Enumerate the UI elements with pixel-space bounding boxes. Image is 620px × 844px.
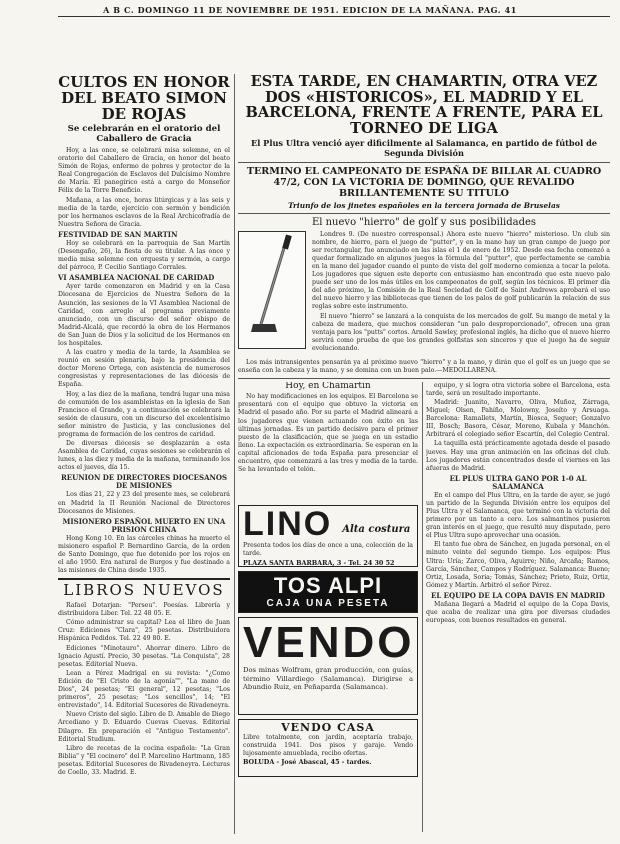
paragraph: Los días 21, 22 y 23 del presente mes, se celebrará en Madrid la II Reunión Nacional de Directores Diocesanos de Misiones. — [58, 491, 230, 515]
paragraph: A las cuatro y media de la tarde, la Asamblea se reunió en sesión plenaria, bajo la presidencia del doctor Moreno Ortega, con asistencia de numerosos congresistas y representaciones de las diócesis de España. — [58, 349, 230, 389]
paragraph: equipo, y si logra otra victoria sobre el Barcelona, esta tarde, será un resultado importante. — [426, 381, 610, 397]
subhead-misiones: REUNION DE DIRECTORES DIOCESANOS DE MISIONES — [60, 473, 228, 491]
ad-vendo — [238, 617, 418, 715]
subhead-cultos: Se celebrarán en el oratorio del Caballero de Gracia — [67, 124, 221, 144]
paragraph: Cómo administrar su capital? Lea el libro de Juan Cruz: Ediciones "Clara", 25 pesetas. Distribuidora Hispánica Pedidos. Tel. 22 49 80. E. — [58, 619, 230, 643]
column-divider — [422, 382, 423, 832]
article-cultos — [58, 147, 230, 575]
paragraph: Rafael Dotarjan: "Perseu". Poesías. Librería y distribuidora Liber. Tel. 22 48 05. E. — [58, 602, 230, 618]
ad-lino-text: Presenta todos los días de once a una, colección de la tarde. — [243, 542, 413, 558]
ad-lino-address: PLAZA SANTA BARBARA, 3 - Tel. 24 30 52 — [243, 559, 395, 568]
article-hoy — [238, 393, 418, 501]
ad-tosalpi-sub: CAJA UNA PESETA — [266, 598, 390, 610]
paragraph: La taquilla está prácticamente agotada desde el pasado jueves. Hay una gran animación en las oficinas del club. Los jugadores están concentrados desde el viernes en las afueras de Madrid. — [426, 440, 610, 472]
golf-block — [238, 231, 610, 377]
paragraph: Hoy, a las diez de la mañana, tendrá lugar una misa de comunión de los asambleístas en la iglesia de San Francisco el Grande, y a continuación se celebrará la sesión de clausura, con un discurso del excelentísimo señor ministro de Justicia, y las conclusiones del programa de formación de los centros de caridad. — [58, 390, 230, 438]
headline-hoy-chamartin: Hoy, en Chamartín — [285, 381, 371, 391]
ad-vendo-text: Dos minas Wolfram, gran producción, con guías, término Villardiego (Salamanca). Dirigirse a Abundio Ruiz, en Peñaparda (Salamanca). — [243, 666, 413, 692]
ad-vendo-word: VENDO — [243, 618, 415, 668]
middle-column — [238, 382, 418, 832]
subhead-asamblea: VI ASAMBLEA NACIONAL DE CARIDAD — [58, 273, 215, 283]
headline-cultos: CULTOS EN HONOR DEL BEATO SIMON DE ROJAS — [58, 74, 230, 123]
paragraph: Nuevo Cristo del siglo. Libro de D. Amable de Diego Arcediano y D. Eduardo Cuevas Cuevas. Editorial Dilagro. En preparación el "Antiguo Testamento". Editorial Studium. — [58, 711, 230, 743]
lower-right — [238, 382, 610, 832]
ad-vendo-casa-address: BOLUDA - José Abascal, 45 - tardes. — [243, 758, 372, 767]
right-column — [426, 382, 610, 832]
paragraph: Lean a Pérez Madrigal en su revista: "¿Como Edición de "El Cristo de la agonía"", "La mano de Dios", 24 pesetas; "El general", 12 pesetas; "Los primeros", 25 pesetas; "Los sencillos", 14; "El entrevistado", 14. Editorial Sucesores de Rivadeneyra. — [58, 669, 230, 710]
headline-billar: TERMINO EL CAMPEONATO DE ESPAÑA DE BILLAR AL CUADRO 47/2, CON LA VICTORIA DE DOMINGO, QUE REVALIDO BRILLANTEMENTE SU TITULO — [246, 165, 602, 199]
paragraph: Mañana llegará a Madrid el equipo de la Copa Davis, que acaba de realizar una gira por diversas ciudades europeas, con buenos resultados en general. — [426, 600, 610, 625]
subhead-copa-davis: EL EQUIPO DE LA COPA DAVIS EN MADRID — [430, 590, 605, 600]
ad-lino — [238, 505, 418, 567]
column-divider — [234, 74, 235, 834]
ad-lino-tag: Alta costura — [342, 524, 411, 536]
section-rule — [58, 578, 230, 580]
paragraph: Libro de recetas de la cocina española: "La Gran Biblia" y "El cocinero" del P. Marcelino Hartmann, 185 pesetas. Editorial Sucesores de Rivadeneyra. Lecturas de Coello, 33. Madrid. E. — [58, 744, 230, 776]
paragraph: Ediciones "Minotauro". Ahorrar dinero. Libro de Ignacio Agustí. Precio, 30 pesetas. "La Conquista", 28 pesetas. Editorial Nueva. — [58, 644, 230, 668]
paragraph: Los más intransigentes pensarán ya al próximo nuevo "hierro" y a la mano, y dirán que el golf es un juego que se enseña con la cabeza y la mano, y se domina con un buen palo.—MEDOLLARENA. — [238, 358, 610, 374]
left-column — [58, 74, 230, 836]
section-rule — [238, 162, 610, 163]
article-libros — [58, 602, 230, 777]
paragraph: Londres 9. (De nuestro corresponsal.) Ahora este nuevo "hierro" misterioso. Un club sin nombre, de hierro, para el juego de "putter", y en la mano hay un gran campo de juego por ser rectangular, fue anunciado en las islas el 1 de enero de 1952. Desde esa fecha comenzó a quedar formalizado en algunos juegos la fórmula del "putter", que perfectamente se cambia en la mano del jugador cuando el punto de vista del golf moderno comienza a tocar la pelota. Los jugadores que siguen este deporte con entusiasmo han encontrado que este nuevo palo puede ser uno de los más útiles en los campeonatos de golf, según los técnicos. El primer día del año próximo, la Comisión de la Real Sociedad de Golf de Saint Andrews aprobará el uso del nuevo hierro y las bibliotecas que tienen de los palos de golf publicarán la relación de sus reglas sobre este instrumento. — [312, 230, 610, 311]
headline-golf: El nuevo "hierro" de golf y sus posibilidades — [311, 216, 537, 228]
ad-vendo-casa — [238, 719, 418, 777]
paragraph: Hoy, a las once, se celebrará misa solemne, en el oratorio del Caballero de Gracia, en honor del beato Simón de Rojas, enfermo de pobres y protector de la Real Congregación de Esclavos del Dulcísimo Nombre de María. El panegírico está a cargo de Monseñor Félix de la Torre Beneficio. — [58, 147, 230, 195]
paragraph: Ayer tarde comenzaron en Madrid y en la Casa Diocesana de Ejercicios de Nuestra Señora de la Asunción, las sesiones de la VI Asamblea Nacional de Caridad, con arreglo al programa previamente anunciado, con un discurso del señor obispo de Madrid-Alcalá, que recordó la obra de los Hermanos de San Juan de Dios y la solicitud de los Hermanos en los hospitales. — [58, 283, 230, 347]
ad-tosalpi — [238, 571, 418, 613]
paragraph: El nuevo "hierro" se lanzará a la conquista de los mercados de golf. Su mango de metal y la cabeza de madera, que muchos consideran "un palo desproporcionado", ofrecen una gran ventaja para los "putts" cortos. Arnold Sawley, profesional inglés, ha dicho que el nuevo hierro servirá como prueba de que los grandes golfistas son sinceros y que el juego ha de seguir evolucionando. — [312, 312, 610, 352]
subhead-jinetes: Triunfo de los jinetes españoles en la tercera jornada de Bruselas — [288, 200, 560, 210]
paragraph: Hoy se celebrará en la parroquia de San Martín (Desengaño, 26), la fiesta de su titular. A las once y media misa solemne con orquesta y sermón, a cargo del párroco, P. Cecilio Santiago Corrales. — [58, 239, 230, 272]
headline-chamartin: ESTA TARDE, EN CHAMARTIN, OTRA VEZ DOS «HISTORICOS», EL MADRID Y EL BARCELONA, FRENTE A FRENTE, PARA EL TORNEO DE LIGA — [245, 74, 603, 137]
ad-vendo-casa-title: VENDO CASA — [281, 721, 375, 735]
right-area — [238, 74, 610, 836]
golf-photo — [238, 231, 306, 349]
section-rule — [238, 213, 610, 214]
header-rule — [58, 16, 610, 17]
paragraph: El tanto fue obra de Sánchez, en jugada personal, en el minuto veinte del segundo tiempo. Los equipos: Plus Ultra: Uría; Zarco, Oliva, Aguirre; Niño, Arcaña; Ramos, García, Sánchez, Campos y Rodríguez. Salamanca: Bueno; Ortiz, Losada, Soria; Tomás, Sánchez; Prieto, Ruiz, Ortiz, Gómez y Martín. Arbitró el señor Pérez. — [426, 541, 610, 589]
golf-club-icon — [239, 232, 307, 350]
subhead-misionero: MISIONERO ESPAÑOL MUERTO EN UNA PRISION CHINA — [62, 516, 226, 534]
paragraph: Madrid: Juanito, Navarro, Oliva, Muñoz, Zárraga, Miguel; Olsen, Pahíño, Molowny, Joseíto y Arsuaga. Barcelona: Ramallets, Martín, Biosca, Seguer; Gonzalvo III, Bosch; Basora, César, Moreno, Kubala y Manchón. Arbitrará el colegiado señor Escartín, del Colegio Central. — [426, 398, 610, 439]
paragraph: Mañana, a las once, horas litúrgicas y a las seis y media de la tarde, ejercicio con sermón y bendición por los hermanos esclavos de la Real Archicofradía de Nuestra Señora de Gracia. — [58, 196, 230, 228]
ad-vendo-casa-text: Libre totalmente, con jardín, aceptaría trabajo, construida 1941. Dos pisos y garaje. Vendo lujosamente amueblada, recibo ofertas. — [243, 733, 413, 758]
ad-lino-word: LINO — [243, 505, 333, 544]
article-golf — [312, 231, 610, 354]
paragraph: De diversas diócesis se desplazarán a esta Asamblea de Caridad, cuyas sesiones se celebrarán el lunes, a las diez y media de la mañana, terminando los actos el jueves, día 15. — [58, 440, 230, 472]
ad-tosalpi-word: TOS ALPI — [273, 573, 383, 599]
running-header: A B C. DOMINGO 11 DE NOVIEMBRE DE 1951. EDICION DE LA MAÑANA. PAG. 41 — [103, 5, 517, 15]
paragraph: No hay modificaciones en los equipos. El Barcelona se presentará con el equipo que obtuvo la victoria en Madrid el pasado año. Por su parte el Madrid alineará a los jugadores que vienen actuando con éxito en las últimas jornadas. Es un partido decisivo para el primer puesto de la clasificación, que se juega en un estadio lleno. La expectación es extraordinaria. Se esperan en la capital aficionados de toda España para presenciar el encuentro, que comenzará a las tres y media de la tarde. Se ha levantado el telón. — [238, 393, 418, 474]
section-rule — [238, 378, 610, 379]
headline-libros: LIBROS NUEVOS — [63, 581, 225, 600]
subhead-plus-ultra-gano: EL PLUS ULTRA GANO POR 1-0 AL SALAMANCA — [449, 473, 587, 491]
subhead-san-martin: FESTIVIDAD DE SAN MARTIN — [58, 229, 178, 239]
paragraph: Hong Kong 10. En las cárceles chinas ha muerto el misionero español P. Bernardino García, de la orden de Santo Domingo, que fue detenido por los rojos en el año 1950. Era natural de Burgos y fue destinado a las misiones de China desde 1935. — [58, 534, 230, 575]
subhead-plus-ultra: El Plus Ultra venció ayer dificilmente al Salamanca, en partido de fútbol de Segunda División — [250, 138, 598, 158]
paragraph: En el campo del Plus Ultra, en la tarde de ayer, se jugó un partido de la Segunda División entre los equipos del Plus Ultra y el Salamanca, que terminó con la victoria del primero por un tanto a cero. Los salmantinos pusieron gran interés en el juego, que resultó muy disputado, pero el Plus Ultra supo aprovechar una ocasión. — [426, 491, 610, 540]
